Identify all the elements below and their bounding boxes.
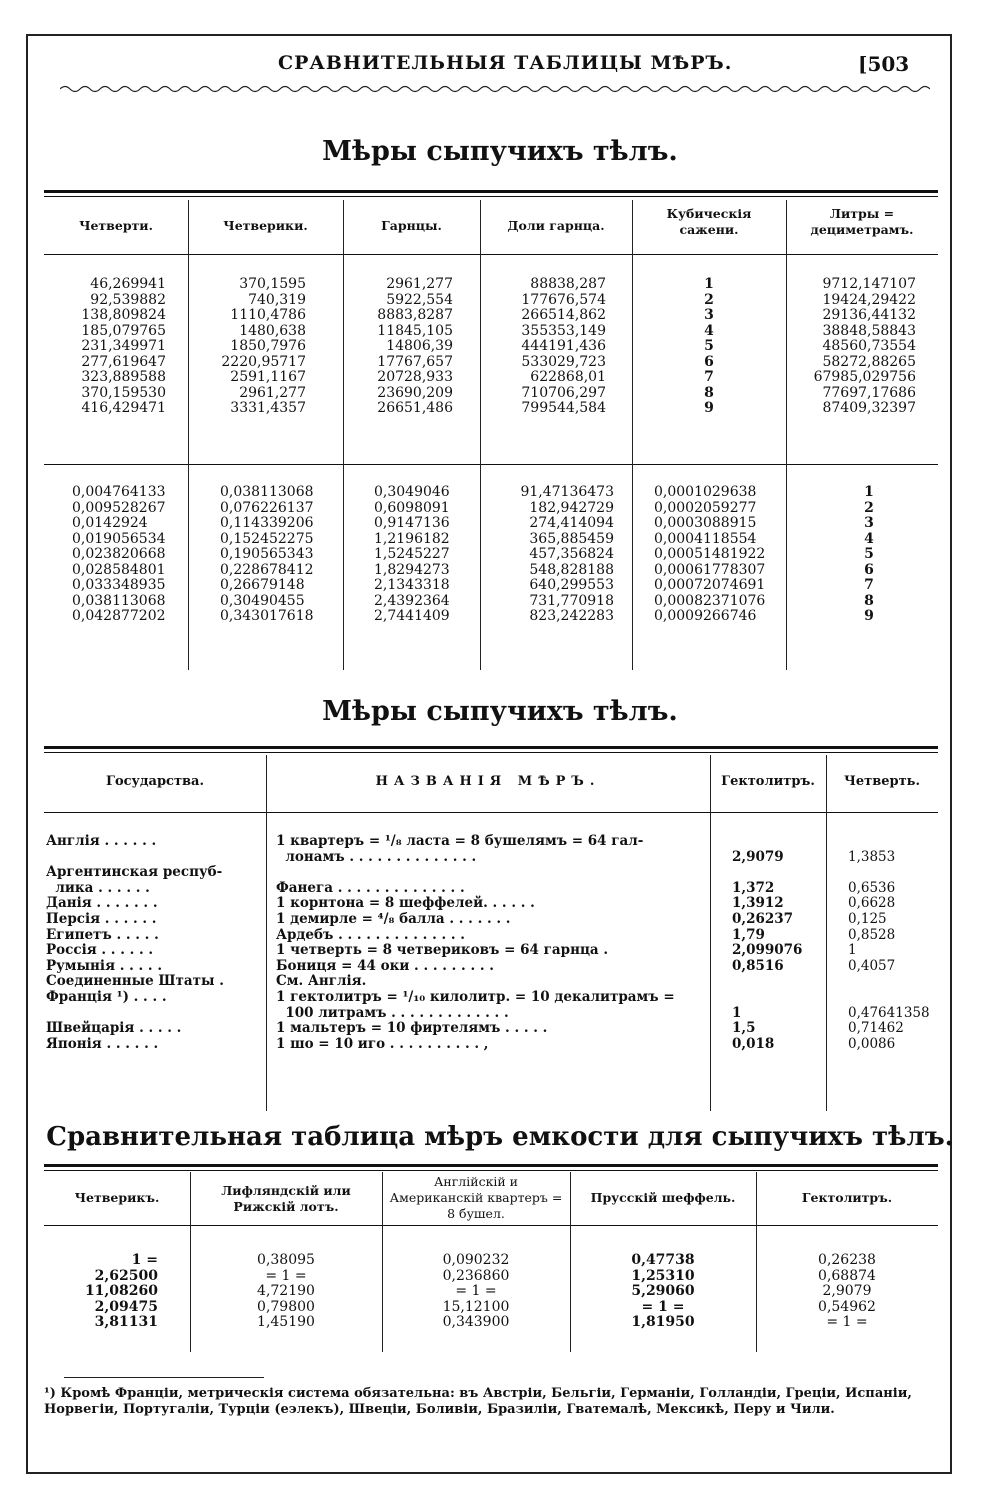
table1-header-cell: Гарнцы. [381, 218, 442, 233]
table1-header-cell: Доли гарнца. [507, 218, 605, 233]
table2-top-rule-thin [44, 752, 938, 753]
table3-column-rizhsky-lot: 0,38095 = 1 = 4,72190 0,79800 1,45190 [257, 1252, 315, 1330]
table1-header-cell: Кубическія сажени. [666, 206, 752, 237]
table1-header-cell: Литры = дециметрамъ. [810, 206, 914, 237]
table1-column-chetverti: 0,004764133 0,009528267 0,0142924 0,019056534 0,023820668 0,028584801 0,033348935 0,038113068 0,042877202 [72, 484, 166, 624]
table2-header-cell: Государства. [105, 774, 204, 789]
table2-column-chetverts: 1,3853 0,6536 0,6628 0,125 0,8528 1 0,4057 0,47641358 0,71462 0,0086 [848, 848, 930, 1052]
table1-column-kub-sazheni: 1 2 3 4 5 6 7 8 9 [704, 276, 714, 416]
table3-header-cell: Англійскій и Американскій квартеръ = 8 бушел. [389, 1174, 563, 1221]
table1-column-litry: 1 2 3 4 5 6 7 8 9 [864, 484, 874, 624]
table1-header-rule [44, 254, 938, 255]
table2-header-cell: НАЗВАНІЯ МѢРЪ. [375, 774, 601, 789]
table3-column-prussian-scheffel: 0,47738 1,25310 5,29060 = 1 = 1,81950 [631, 1252, 695, 1330]
footnote: ¹) Кромѣ Франціи, метрическія система обязательна: въ Австріи, Бельгіи, Германіи, Голландіи, Греціи, Испаніи, Норвегіи, Португаліи, Турціи (еэлекъ), Швеціи, Боливіи, Бразиліи, Гватемалѣ, Мексикѣ, Перу и Чили. [44, 1386, 912, 1417]
table3-top-rule [44, 1164, 938, 1167]
table2-column-measure-names: 1 квартеръ = ¹/₈ ласта = 8 бушелямъ = 64 гал- лонамъ . . . . . . . . . . . . . . Фанега . . . . . . . . . . . . . . 1 корнтона = 8 шеффелей. . . . . . 1 демирле = ⁴/₈ баллa . . . . . . . Ардебъ . . . . . . . . . . . . . . 1 четверть = 8 четвериковъ = 64 гарнца . Бониця = 44 оки . . . . . . . . . См. Англія. 1 гектолитръ = ¹/₁₀ килолитр. = 10 декалитрамъ = 100 литрамъ . . . . . . . . . . . . . 1 мальтеръ = 10 фиртелямъ . . . . . 1 шо = 10 иго . . . . . . . . . . , [276, 833, 675, 1052]
table3-top-rule-thin [44, 1170, 938, 1171]
table2-vline [710, 755, 711, 1111]
table2-header-cell: Четверть. [844, 774, 920, 789]
page-number: [503 [858, 52, 910, 76]
footnote-rule [64, 1377, 264, 1378]
table1-vline [632, 200, 633, 670]
table1-header-cell: Четверти. [79, 218, 153, 233]
table1-header-cell: Четверики. [223, 218, 308, 233]
table2-title: Мѣры сыпучихъ тѣлъ. [322, 696, 678, 727]
table1-top-rule-thin [44, 196, 938, 197]
table1-column-chetveriki: 0,038113068 0,076226137 0,114339206 0,152452275 0,190565343 0,228678412 0,26679148 0,30490455 0,343017618 [220, 484, 314, 624]
table2-vline [826, 755, 827, 1111]
table1-column-doli-garntsa: 91,47136473 182,942729 274,414094 365,885459 457,356824 548,828188 640,299553 731,770918 823,242283 [520, 484, 614, 624]
table2-header-rule [44, 812, 938, 813]
table3-header-rule [44, 1225, 938, 1226]
table2-top-rule [44, 746, 938, 749]
table2-header-cell: Гектолитръ. [721, 774, 815, 789]
table1-column-garntsy: 0,3049046 0,6098091 0,9147136 1,2196182 1,5245227 1,8294273 2,1343318 2,4392364 2,7441409 [374, 484, 450, 624]
table3-header-cell: Четверикъ. [74, 1190, 160, 1205]
table3-column-chetverik: 1 = 2,62500 11,08260 2,09475 3,81131 [84, 1252, 158, 1330]
table1-column-doli-garntsa: 88838,287 177676,574 266514,862 355353,149 444191,436 533029,723 622868,01 710706,297 799544,584 [521, 276, 606, 416]
table2-column-hectoliters: 2,9079 1,372 1,3912 0,26237 1,79 2,099076 0,8516 1 1,5 0,018 [732, 848, 803, 1052]
decorative-wavy-rule [60, 84, 930, 94]
table3-header-cell: Лифляндскій или Рижскій лотъ. [221, 1183, 351, 1214]
table1-vline [343, 200, 344, 670]
table1-column-kub-sazheni: 0,0001029638 0,0002059277 0,0003088915 0,0004118554 0,00051481922 0,00061778307 0,00072074691 0,00082371076 0,0009266746 [654, 484, 766, 624]
table3-title: Сравнительная таблица мѣръ емкости для сыпучихъ тѣлъ. [46, 1122, 954, 1152]
table1-column-litry: 9712,147107 19424,29422 29136,44132 38848,58843 48560,73554 58272,88265 67985,029756 77697,17686 87409,32397 [813, 276, 916, 416]
table3-header-cell: Прусскій шеффель. [590, 1190, 736, 1205]
running-title: СРАВНИТЕЛЬНЫЯ ТАБЛИЦЫ МѢРЪ. [278, 52, 733, 74]
table1-top-rule [44, 190, 938, 193]
table3-column-hectoliter: 0,26238 0,68874 2,9079 0,54962 = 1 = [818, 1252, 876, 1330]
table1-column-chetverti: 46,269941 92,539882 138,809824 185,079765 231,349971 277,619647 323,889588 370,159530 416,429471 [81, 276, 166, 416]
table2-vline [266, 755, 267, 1111]
table1-column-garntsy: 2961,277 5922,554 8883,8287 11845,105 14806,39 17767,657 20728,933 23690,209 26651,486 [377, 276, 453, 416]
table3-column-english-quarter: 0,090232 0,236860 = 1 = 15,12100 0,343900 [442, 1252, 510, 1330]
table2-column-states: Англія . . . . . . Аргентинская респуб- лика . . . . . . Данія . . . . . . . Персія . . . . . . Египетъ . . . . . Россія . . . . . . Румынія . . . . . Соединенные Штаты . Франція ¹) . . . . Швейцарія . . . . . Японія . . . . . . [46, 833, 224, 1052]
table1-title: Мѣры сыпучихъ тѣлъ. [322, 136, 678, 167]
table1-column-chetveriki: 370,1595 740,319 1110,4786 1480,638 1850,7976 2220,95717 2591,1167 2961,277 3331,4357 [221, 276, 306, 416]
table1-block-rule [44, 464, 938, 465]
table3-header-cell: Гектолитръ. [801, 1190, 893, 1205]
table1-vline [188, 200, 189, 670]
